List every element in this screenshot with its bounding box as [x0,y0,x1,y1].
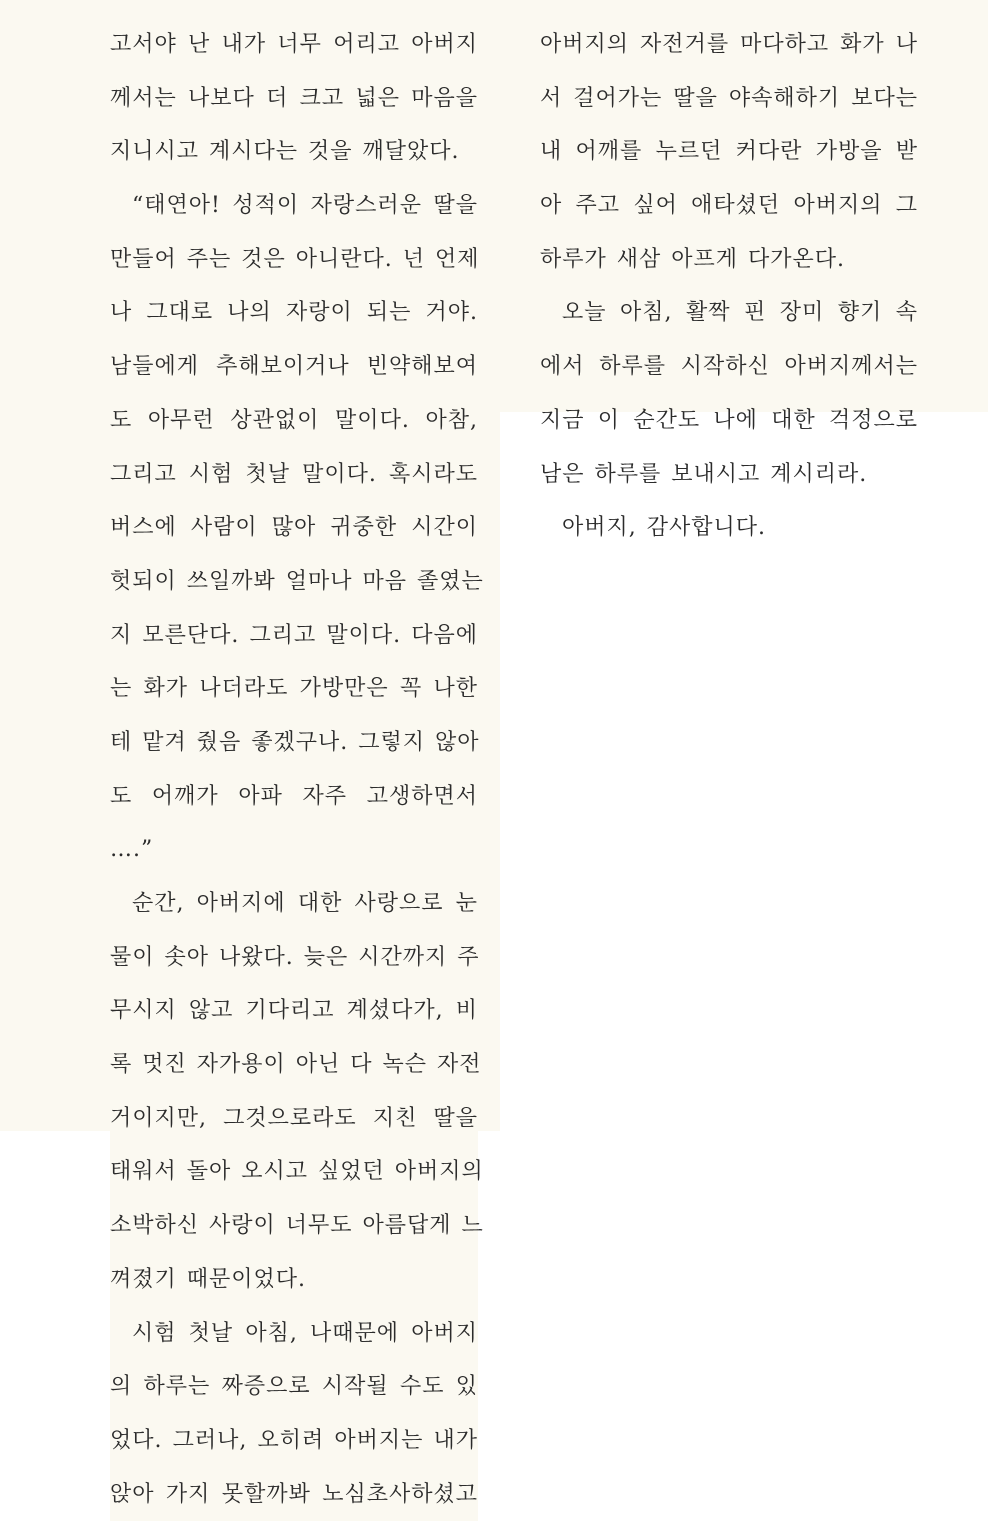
text-line: 그리고 시험 첫날 말이다. 혹시라도 [110,461,478,487]
text-line: 내 어깨를 누르던 커다란 가방을 받 [540,139,918,165]
text-line: 앉아 가지 못할까봐 노심초사하셨고 [110,1481,478,1507]
text-line: 헛되이 쓰일까봐 얼마나 마음 졸였는 [110,568,484,594]
right-column [540,18,918,555]
text-line: 나 그대로 나의 자랑이 되는 거야. [110,300,478,326]
text-line: 지금 이 순간도 나에 대한 걱정으로 [540,407,918,433]
text-line: 고서야 난 내가 너무 어리고 아버지 [110,32,478,57]
text-line: 버스에 사람이 많아 귀중한 시간이 [110,515,478,541]
text-line: 아버지, 감사합니다. [562,515,766,541]
text-line: 껴졌기 때문이었다. [110,1266,307,1292]
text-line: 아 주고 싶어 애타셨던 아버지의 그 [540,193,918,219]
text-line: 지니시고 계시다는 것을 깨달았다. [110,139,460,165]
text-line: 테 맡겨 줬음 좋겠구나. 그렇지 않아 [110,729,480,755]
text-line: 무시지 않고 기다리고 계셨다가, 비 [110,998,478,1024]
left-column [110,18,484,1521]
text-line: 남은 하루를 보내시고 계시리라. [540,461,868,487]
text-line: 는 화가 나더라도 가방만은 꼭 나한 [110,676,478,702]
text-line: 아버지의 자전거를 마다하고 화가 나 [540,32,918,57]
text-line: 에서 하루를 시작하신 아버지께서는 [540,354,918,380]
text-line: 록 멋진 자가용이 아닌 다 녹슨 자전 [110,1052,482,1078]
text-line: 남들에게 추해보이거나 빈약해보여 [110,354,478,380]
text-line: 소박하신 사랑이 너무도 아름답게 느 [110,1213,484,1239]
text-line: 순간, 아버지에 대한 사랑으로 눈 [132,891,478,916]
text-line: 거이지만, 그것으로라도 지친 딸을 [110,1105,478,1131]
text-line: ….” [110,837,154,863]
text-line: 시험 첫날 아침, 나때문에 아버지 [132,1320,478,1346]
text-line: 하루가 새삼 아프게 다가온다. [540,246,845,272]
text-line: 었다. 그러나, 오히려 아버지는 내가 [110,1427,478,1453]
text-line: 지 모른단다. 그리고 말이다. 다음에 [110,622,478,648]
text-line: 도 아무런 상관없이 말이다. 아참, [110,407,478,433]
text-line: 태워서 돌아 오시고 싶었던 아버지의 [110,1159,484,1185]
text-line: “태연아! 성적이 자랑스러운 딸을 [132,193,478,219]
text-line: 만들어 주는 것은 아니란다. 넌 언제 [110,246,480,272]
text-line: 의 하루는 짜증으로 시작될 수도 있 [110,1374,478,1400]
text-line: 께서는 나보다 더 크고 넓은 마음을 [110,85,478,111]
text-line: 오늘 아침, 활짝 핀 장미 향기 속 [562,300,918,326]
text-line: 도 어깨가 아파 자주 고생하면서 [110,783,478,809]
text-line: 물이 솟아 나왔다. 늦은 시간까지 주 [110,944,480,970]
text-line: 서 걸어가는 딸을 야속해하기 보다는 [540,85,918,111]
